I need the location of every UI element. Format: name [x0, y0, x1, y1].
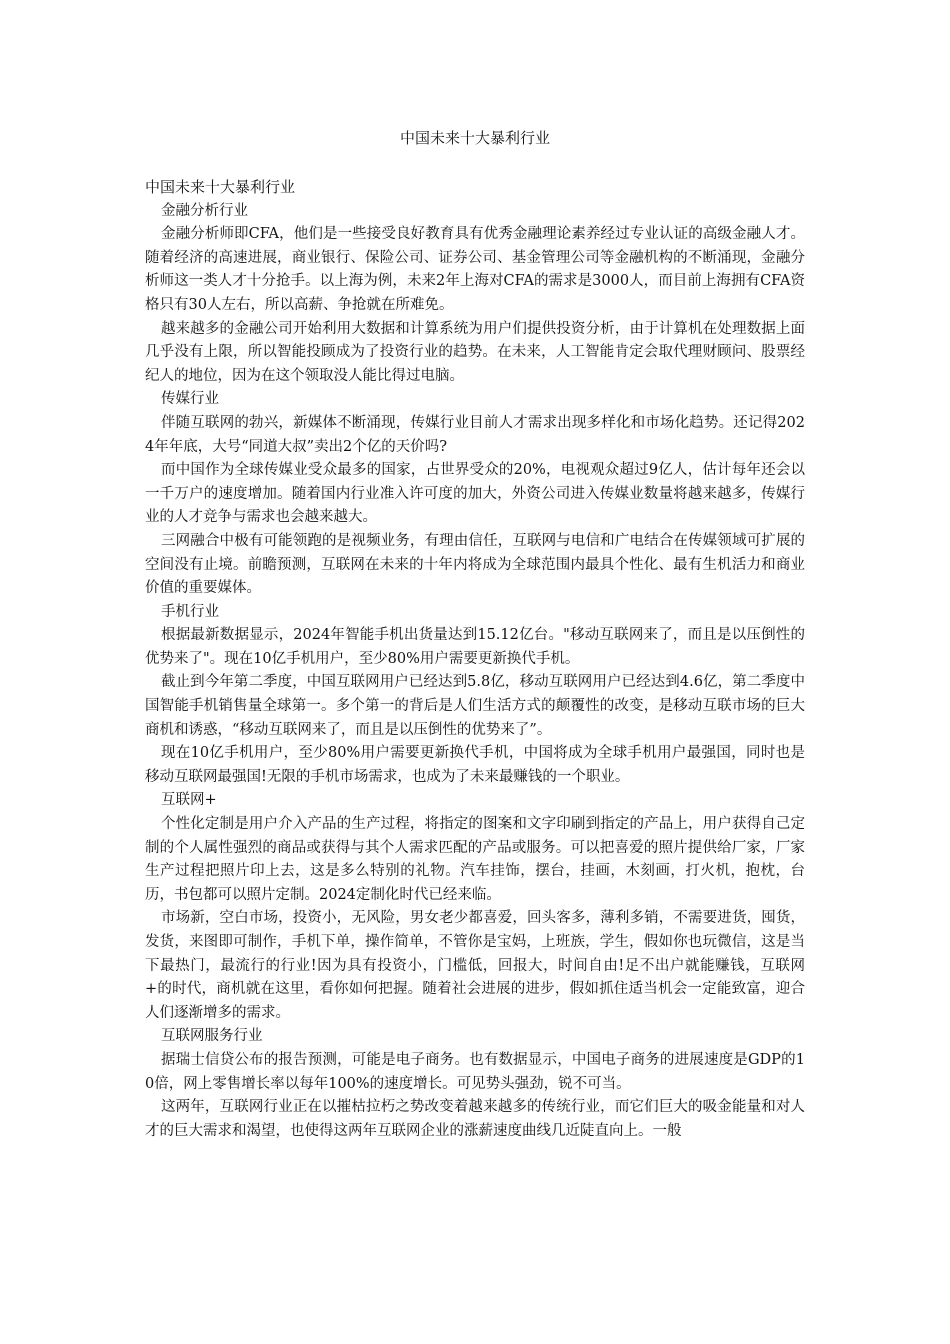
paragraph: 越来越多的金融公司开始利用大数据和计算系统为用户们提供投资分析，由于计算机在处理数据上面几乎没有上限，所以智能投顾成为了投资行业的趋势。在未来，人工智能肯定会取代理财顾问、股票经纪人的地位，因为在这个领取没人能比得过电脑。: [145, 320, 805, 384]
section-heading-internet-plus: 互联网+: [161, 792, 217, 809]
paragraph: 而中国作为全球传媒业受众最多的国家，占世界受众的20%，电视观众超过9亿人，估计每年还会以一千万户的速度增加。随着国内行业准入许可度的加大，外资公司进入传媒业数量将越来越多，传媒行业的人才竞争与需求也会越来越大。: [145, 462, 805, 526]
section-heading-mobile: 手机行业: [161, 603, 219, 620]
section-heading-internet-services: 互联网服务行业: [161, 1028, 263, 1045]
section-heading-media: 传媒行业: [161, 391, 219, 408]
paragraph: 市场新，空白市场，投资小，无风险，男女老少都喜爱，回头客多，薄利多销，不需要进货，囤货，发货，来图即可制作，手机下单，操作简单，不管你是宝妈，上班族，学生，假如你也玩微信，这是当下最热门，最流行的行业!因为具有投资小，门槛低，回报大，时间自由!足不出户就能赚钱，互联网+的时代，商机就在这里，看你如何把握。随着社会进展的进步，假如抓住适当机会一定能致富，迎合人们逐渐增多的需求。: [145, 910, 805, 1021]
paragraph: 个性化定制是用户介入产品的生产过程，将指定的图案和文字印刷到指定的产品上，用户获得自己定制的个人属性强烈的商品或获得与其个人需求匹配的产品或服务。可以把喜爱的照片提供给厂家，厂家生产过程把照片印上去，这是多么特别的礼物。汽车挂饰，摆台，挂画，木刻画，打火机，抱枕，台历，书包都可以照片定制。2024定制化时代已经来临。: [145, 816, 805, 903]
paragraph: 金融分析师即CFA，他们是一些接受良好教育具有优秀金融理论素养经过专业认证的高级金融人才。随着经济的高速进展，商业银行、保险公司、证券公司、基金管理公司等金融机构的不断涌现，金融分析师这一类人才十分抢手。以上海为例，未来2年上海对CFA的需求是3000人，而目前上海拥有CFA资格只有30人左右，所以高薪、争抢就在所难免。: [145, 226, 805, 313]
document-title: 中国未来十大暴利行业: [399, 129, 550, 147]
paragraph: 截止到今年第二季度，中国互联网用户已经达到5.8亿，移动互联网用户已经达到4.6亿，第二季度中国智能手机销售量全球第一。多个第一的背后是人们生活方式的颠覆性的改变，是移动互联市场的巨大商机和诱惑，“移动互联网来了，而且是以压倒性的优势来了”。: [145, 674, 805, 738]
paragraph: 这两年，互联网行业正在以摧枯拉朽之势改变着越来越多的传统行业，而它们巨大的吸金能量和对人才的巨大需求和渴望，也使得这两年互联网企业的涨薪速度曲线几近陡直向上。一般: [145, 1099, 805, 1139]
paragraph: 伴随互联网的勃兴，新媒体不断涌现，传媒行业目前人才需求出现多样化和市场化趋势。还记得2024年年底，大号“同道大叔”卖出2个亿的天价吗?: [145, 414, 805, 455]
paragraph: 根据最新数据显示，2024年智能手机出货量达到15.12亿台。"移动互联网来了，而且是以压倒性的优势来了"。现在10亿手机用户，至少80%用户需要更新换代手机。: [145, 627, 805, 667]
section-heading-finance: 金融分析行业: [161, 202, 248, 219]
paragraph: 据瑞士信贷公布的报告预测，可能是电子商务。也有数据显示，中国电子商务的进展速度是GDP的10倍，网上零售增长率以每年100%的速度增长。可见势头强劲，锐不可当。: [145, 1051, 805, 1092]
paragraph: 现在10亿手机用户，至少80%用户需要更新换代手机，中国将成为全球手机用户最强国，同时也是移动互联网最强国!无限的手机市场需求，也成为了未来最赚钱的一个职业。: [145, 745, 805, 785]
body-main-heading: 中国未来十大暴利行业: [145, 178, 296, 196]
document-body: [145, 176, 805, 1143]
paragraph: 三网融合中极有可能领跑的是视频业务，有理由信任，互联网与电信和广电结合在传媒领域可扩展的空间没有止境。前瞻预测，互联网在未来的十年内将成为全球范围内最具个性化、最有生机活力和商业价值的重要媒体。: [145, 532, 805, 597]
